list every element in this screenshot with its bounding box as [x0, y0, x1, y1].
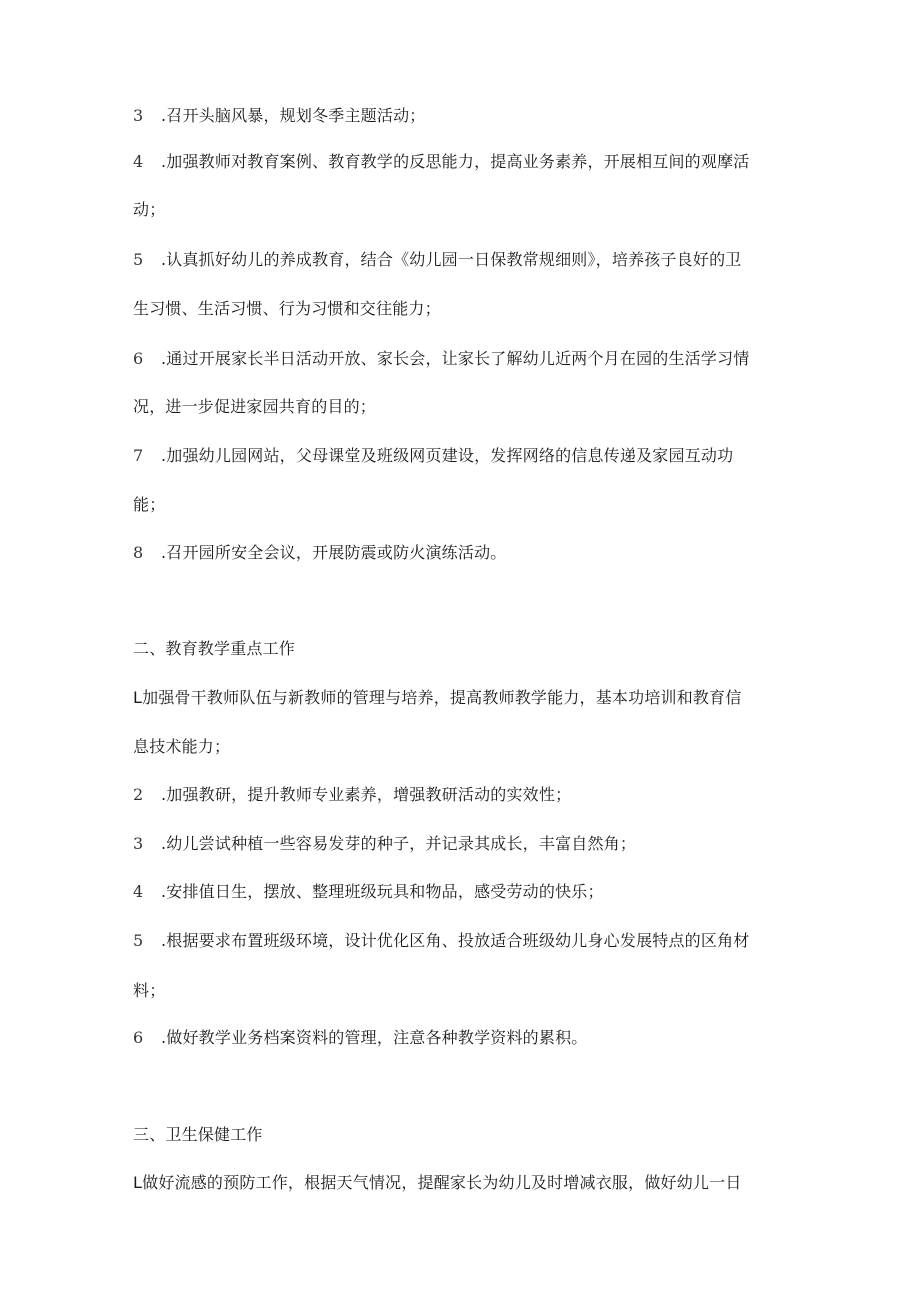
list-item-continuation — [133, 736, 793, 758]
item-text: 况，进一步促进家园共育的目的； — [133, 397, 377, 416]
item-text: 动； — [133, 200, 166, 219]
item-text: .通过开展家长半日活动开放、家长会，让家长了解幼儿近两个月在园的生活学习情 — [161, 349, 750, 368]
list-item — [133, 542, 793, 564]
item-text: .召开园所安全会议，开展防震或防火演练活动。 — [161, 543, 507, 562]
heading-text: 三、卫生保健工作 — [133, 1125, 263, 1144]
item-text: .认真抓好幼儿的养成教育，结合《幼儿园一日保教常规细则》，培养孩子良好的卫 — [161, 250, 742, 269]
item-text: .加强幼儿园网站，父母课堂及班级网页建设，发挥网络的信息传递及家园互动功 — [161, 446, 734, 465]
item-number: 3 — [133, 106, 144, 125]
list-item — [133, 833, 793, 855]
item-number: 3 — [133, 834, 144, 853]
list-item-continuation — [133, 494, 793, 516]
list-item-continuation — [133, 298, 793, 320]
list-item — [133, 249, 793, 271]
list-item — [133, 784, 793, 806]
section-heading — [133, 1124, 793, 1146]
list-item — [133, 151, 793, 173]
item-text: 生习惯、生活习惯、行为习惯和交往能力； — [133, 299, 441, 318]
item-text: 料； — [133, 981, 166, 1000]
item-number: 8 — [133, 543, 144, 562]
item-number: 2 — [133, 785, 144, 804]
item-number: 4 — [133, 882, 144, 901]
list-item — [133, 930, 793, 952]
item-text: 息技术能力； — [133, 737, 231, 756]
item-text: .加强教师对教育案例、教育教学的反思能力，提高业务素养，开展相互间的观摩活 — [161, 152, 750, 171]
list-item-continuation — [133, 199, 793, 221]
item-number: 6 — [133, 1028, 144, 1047]
item-number: 4 — [133, 152, 144, 171]
heading-text: 二、教育教学重点工作 — [133, 639, 296, 658]
item-text: .做好教学业务档案资料的管理，注意各种教学资料的累积。 — [161, 1028, 588, 1047]
item-number: 7 — [133, 446, 144, 465]
list-item-continuation — [133, 396, 793, 418]
item-number: 6 — [133, 349, 144, 368]
item-number: 5 — [133, 250, 144, 269]
item-text: 能； — [133, 495, 166, 514]
list-item — [133, 348, 793, 370]
item-text: .幼儿尝试种植一些容易发芽的种子，并记录其成长，丰富自然角； — [161, 834, 637, 853]
list-item — [133, 1027, 793, 1049]
list-item — [133, 105, 793, 127]
list-item — [133, 445, 793, 467]
item-text: .根据要求布置班级环境，设计优化区角、投放适合班级幼儿身心发展特点的区角材 — [161, 931, 750, 950]
item-number: 5 — [133, 931, 144, 950]
list-item — [133, 687, 793, 709]
item-text: .加强教研，提升教师专业素养，增强教研活动的实效性； — [161, 785, 572, 804]
item-text: .安排值日生，摆放、整理班级玩具和物品，感受劳动的快乐； — [161, 882, 604, 901]
list-item — [133, 1172, 793, 1194]
item-text: L做好流感的预防工作，根据天气情况，提醒家长为幼儿及时增减衣服，做好幼儿一日 — [133, 1173, 742, 1192]
item-text: .召开头脑风暴，规划冬季主题活动； — [161, 106, 426, 125]
section-heading — [133, 638, 793, 660]
list-item — [133, 881, 793, 903]
item-text: L加强骨干教师队伍与新教师的管理与培养，提高教师教学能力，基本功培训和教育信 — [133, 688, 742, 707]
list-item-continuation — [133, 980, 793, 1002]
